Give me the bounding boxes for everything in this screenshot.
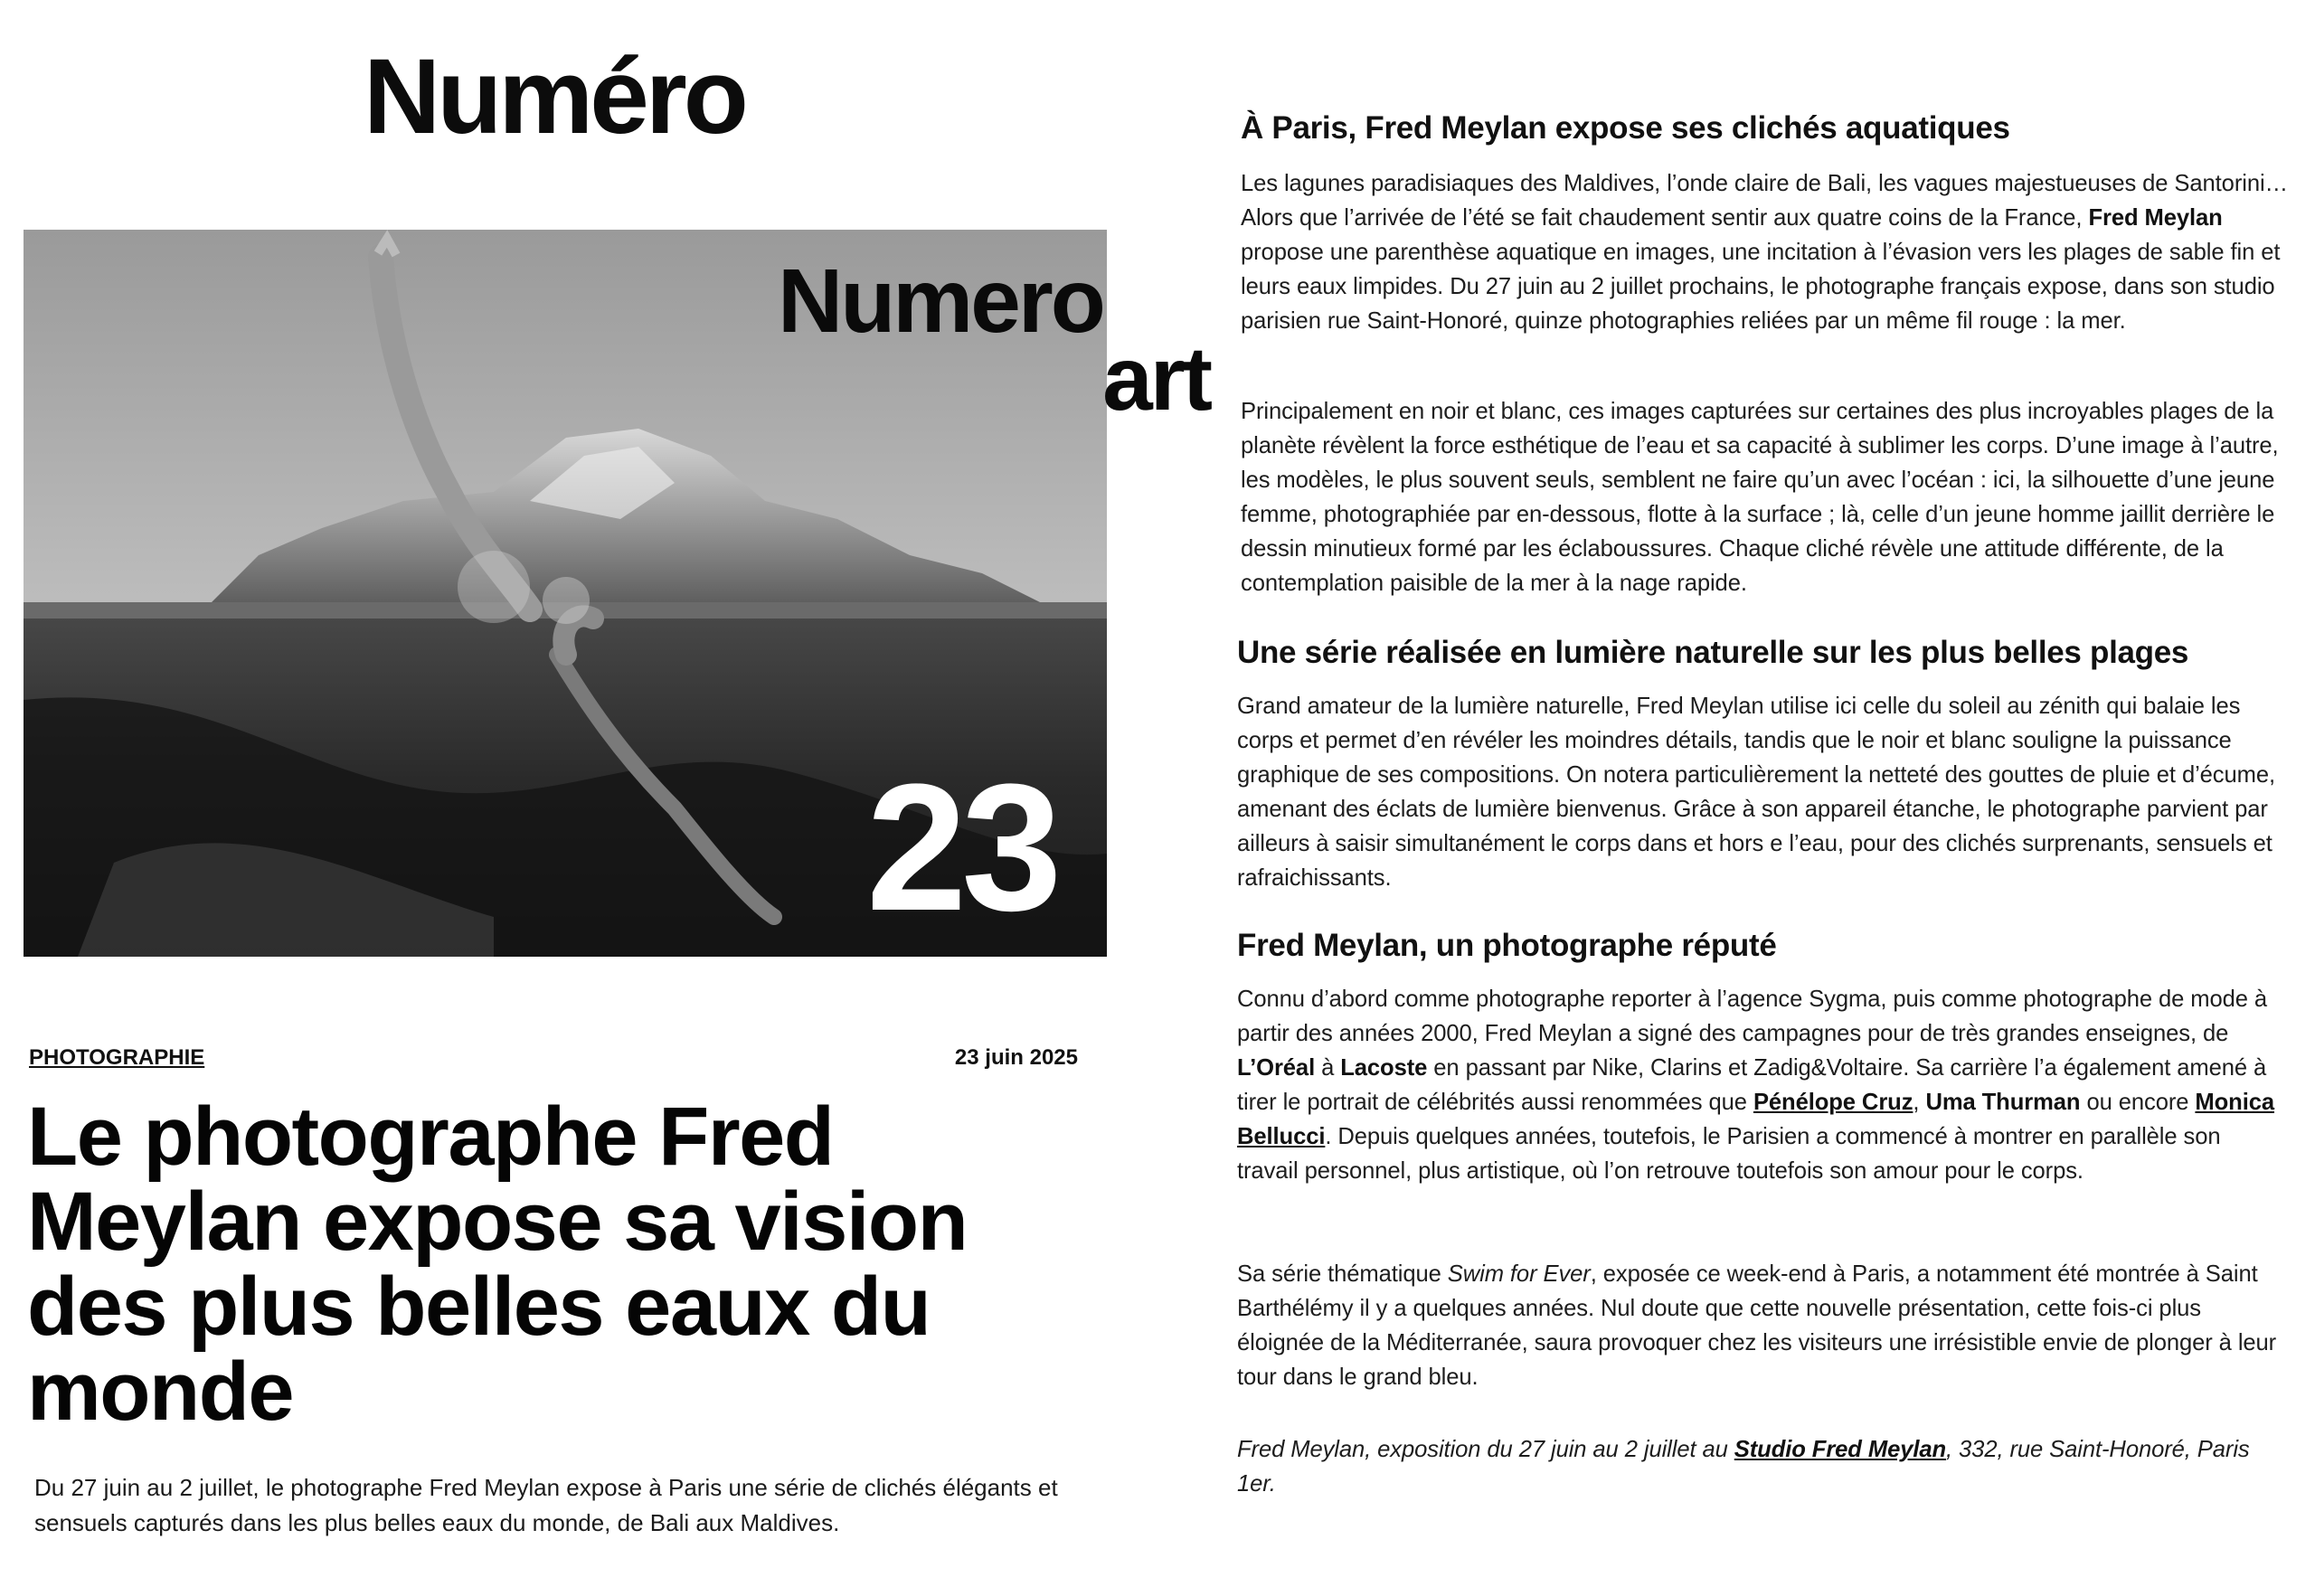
publish-date: 23 juin 2025 xyxy=(954,1045,1078,1070)
link-penelope-cruz[interactable]: Pénélope Cruz xyxy=(1753,1090,1913,1115)
numero-art-cover-logo xyxy=(778,250,1212,430)
photographer-name: Fred Meylan xyxy=(2088,205,2223,231)
section3-p1-text-e: ou encore xyxy=(2080,1090,2196,1115)
section3-paragraph1 xyxy=(1237,982,2286,1188)
caption-text-b: , 332, rue Saint-Honoré, Paris 1er. xyxy=(1237,1437,2250,1497)
section3-p1-text-d: , xyxy=(1913,1090,1926,1115)
section1-p1-text-b: propose une parenthèse aquatique en images, une incitation à l’évasion vers les plages de sable fin et leurs eaux limpides. Du 27 juin au 2 juillet prochains, le photographe français expose, dans son studio parisien rue Saint-Honoré, quinze photographies reliées par un même fil rouge : la mer. xyxy=(1241,240,2281,334)
section3-p1-text-c: en passant par Nike, Clarins et Zadig&Voltaire. Sa carrière l’a également amené à tirer le portrait de célébrités aussi renommées que xyxy=(1237,1055,2267,1115)
series-title: Swim for Ever xyxy=(1447,1261,1591,1287)
section3-p1-text-f: . Depuis quelques années, toutefois, le Parisien a commencé à montrer en parallèle son travail personnel, plus artistique, où l’on retrouve toutefois son amour pour le corps. xyxy=(1237,1124,2221,1184)
section1-paragraph2: Principalement en noir et blanc, ces images capturées sur certaines des plus incroyables plages de la planète révèlent la force esthétique de l’eau et sa capacité à sublimer les corps. D’une image à l’autre, les modèles, le plus souvent seuls, semblent ne faire qu’un avec l’océan : ici, la silhouette d’une jeune femme, photographiée par en-dessous, flotte à la surface ; là, celle d’un jeune homme jaillit derrière le dessin minutieux formé par les éclaboussures. Chaque cliché révèle une attitude différente, de la contemplation paisible de la mer à la nage rapide. xyxy=(1241,399,2279,596)
brand-lacoste: Lacoste xyxy=(1340,1055,1428,1081)
section1-heading: À Paris, Fred Meylan expose ses clichés aquatiques xyxy=(1241,110,2010,146)
article-chapeau: Du 27 juin au 2 juillet, le photographe Fred Meylan expose à Paris une série de clichés élégants et sensuels capturés dans les plus belles eaux du monde, de Bali aux Maldives. xyxy=(34,1474,1058,1536)
category-link[interactable]: PHOTOGRAPHIE xyxy=(29,1045,205,1070)
brand-loreal: L’Oréal xyxy=(1237,1055,1316,1081)
section1-paragraph1 xyxy=(1241,166,2290,338)
section2-heading: Une série réalisée en lumière naturelle sur les plus belles plages xyxy=(1237,635,2189,670)
exhibition-caption xyxy=(1237,1432,2286,1501)
section3-p2-text-a: Sa série thématique xyxy=(1237,1261,1448,1287)
numero-logo[interactable]: Numéro xyxy=(364,37,745,156)
section2-paragraph1: Grand amateur de la lumière naturelle, Fred Meylan utilise ici celle du soleil au zénith qui balaie les corps et permet d’en révéler les moindres détails, tandis que le noir et blanc souligne la puissance graphique de ses compositions. On notera particulièrement la netteté des gouttes de pluie et d’écume, amenant des éclats de lumière bienvenus. Grâce à son appareil étanche, le photographe parvient par ailleurs à saisir simultanément le corps dans et hors e l’eau, pour des clichés surprenants, sensuels et rafraichissants. xyxy=(1237,694,2276,891)
numero-art-line1: Numero xyxy=(778,250,1103,352)
section3-heading: Fred Meylan, un photographe réputé xyxy=(1237,928,1777,963)
section3-p1-text-b: à xyxy=(1315,1055,1341,1081)
issue-number: 23 xyxy=(866,747,1057,949)
name-uma-thurman: Uma Thurman xyxy=(1925,1090,2081,1115)
section3-paragraph2 xyxy=(1237,1257,2286,1394)
link-studio-fred-meylan[interactable]: Studio Fred Meylan xyxy=(1734,1437,1947,1462)
article-headline: Le photographe Fred Meylan expose sa vision des plus belles eaux du monde xyxy=(27,1091,968,1438)
link-monica-bellucci[interactable]: Monica Bellucci xyxy=(1237,1090,2274,1149)
numero-art-line2: art xyxy=(1102,328,1210,430)
section3-p1-text-a: Connu d’abord comme photographe reporter à l’agence Sygma, puis comme photographe de mode à partir des années 2000, Fred Meylan a signé des campagnes pour de très grandes enseignes, de xyxy=(1237,987,2268,1046)
section3-p2-text-b: , exposée ce week-end à Paris, a notamment été montrée à Saint Barthélémy il y a quelques années. Nul doute que cette nouvelle présentation, cette fois-ci plus éloignée de la Méditerranée, saura provoquer chez les visiteurs une irrésistible envie de plonger à leur tour dans le grand bleu. xyxy=(1237,1261,2277,1390)
caption-text-a: Fred Meylan, exposition du 27 juin au 2 juillet au xyxy=(1237,1437,1734,1462)
section1-p1-text-a: Les lagunes paradisiaques des Maldives, l’onde claire de Bali, les vagues majestueuses de Santorini… Alors que l’arrivée de l’été se fait chaudement sentir aux quatre coins de la France, xyxy=(1241,171,2289,231)
